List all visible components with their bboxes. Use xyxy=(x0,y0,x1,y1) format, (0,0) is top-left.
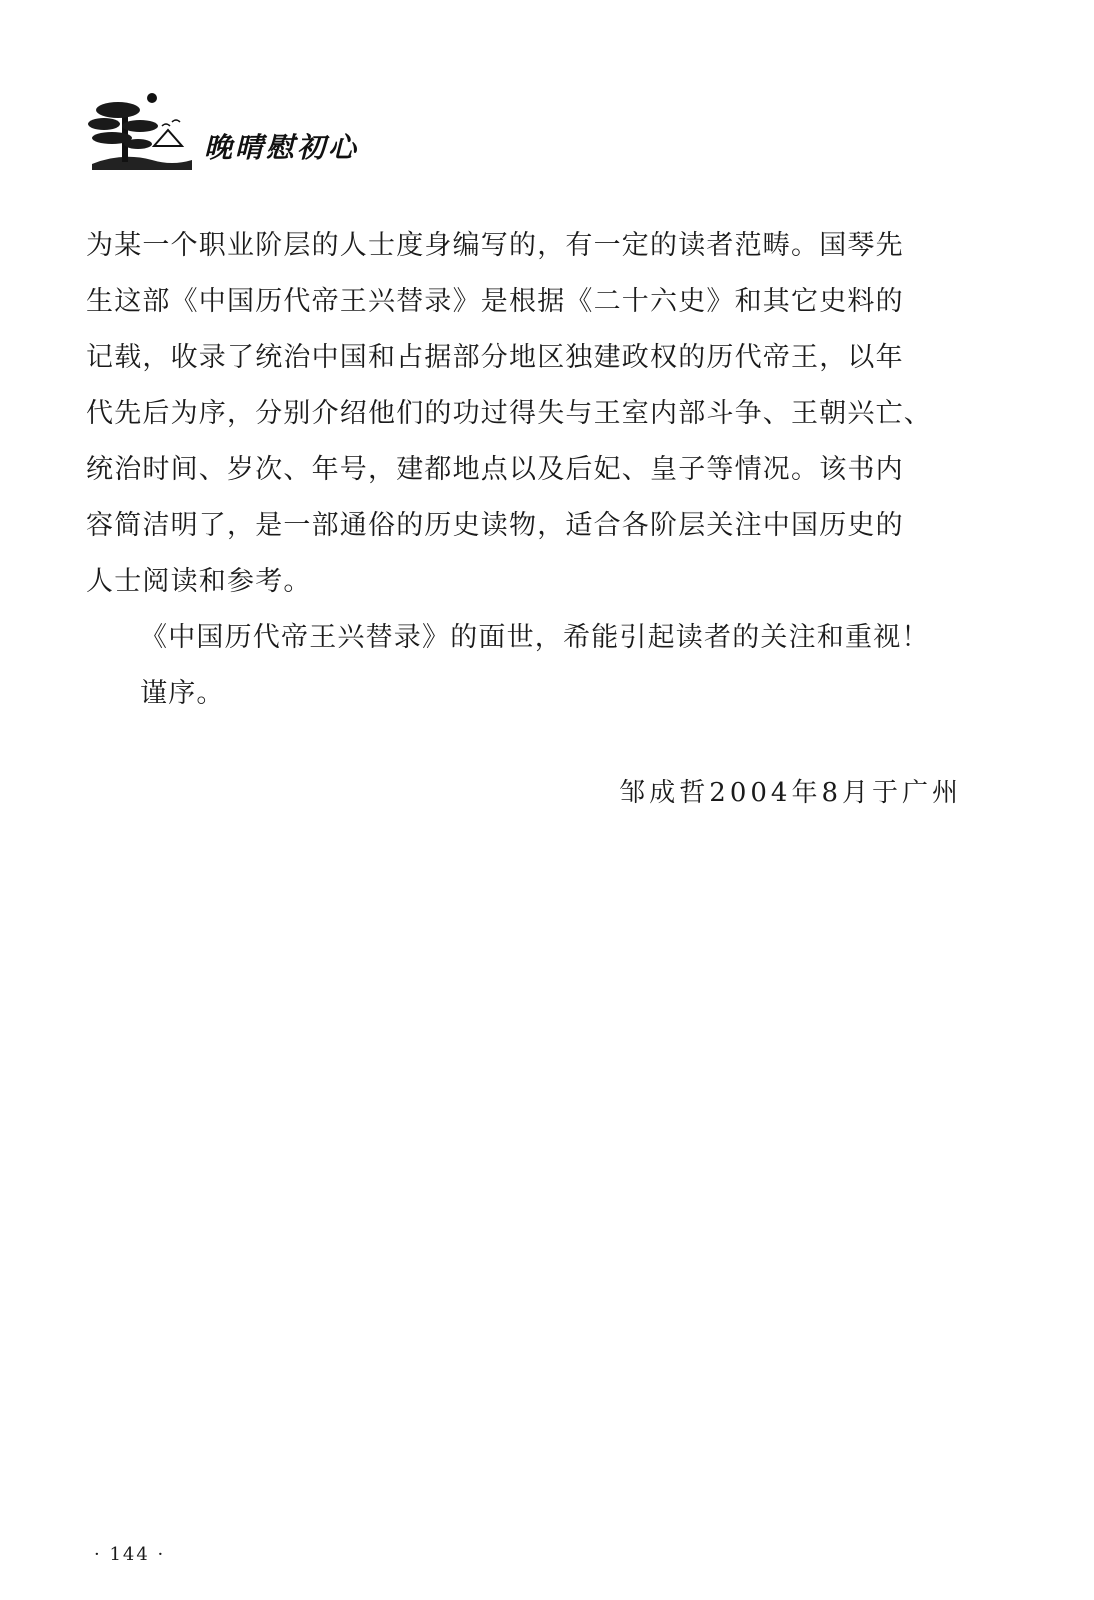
paragraph-line: 人士阅读和参考。 xyxy=(86,566,312,597)
paragraph-2: 《中国历代帝王兴替录》的面世，希能引起读者的关注和重视！ xyxy=(140,622,930,653)
paragraph-line: 生这部《中国历代帝王兴替录》是根据《二十六史》和其它史料的 xyxy=(86,286,904,317)
paragraph-line: 统治时间、岁次、年号，建都地点以及后妃、皇子等情况。该书内 xyxy=(86,454,904,485)
paragraph-line: 代先后为序，分别介绍他们的功过得失与王室内部斗争、王朝兴亡、 xyxy=(86,398,932,429)
header-title: 晚晴慰初心 xyxy=(204,131,360,164)
closing-line: 谨序。 xyxy=(140,678,225,709)
body-text xyxy=(86,218,966,722)
page-number: · 144 · xyxy=(94,1544,166,1565)
page-header xyxy=(82,86,422,176)
pine-tree-logo-icon xyxy=(82,86,202,176)
paragraph-line: 为某一个职业阶层的人士度身编写的，有一定的读者范畴。国琴先 xyxy=(86,230,904,261)
paragraph-line: 容简洁明了，是一部通俗的历史读物，适合各阶层关注中国历史的 xyxy=(86,510,904,541)
signature: 邹成哲2004年8月于广州 xyxy=(619,778,962,808)
paragraph-line: 记载，收录了统治中国和占据部分地区独建政权的历代帝王，以年 xyxy=(86,342,904,373)
